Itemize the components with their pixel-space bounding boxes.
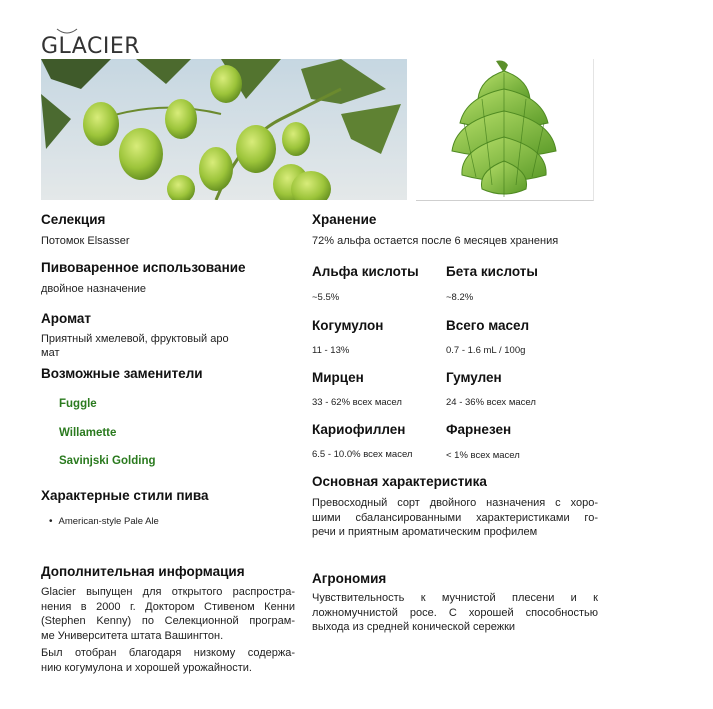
agronomy-heading: Агрономия bbox=[312, 571, 387, 586]
agronomy-line: ложномучнистой росе. С хорошей способностью bbox=[312, 606, 598, 619]
additional-p1-line: Glacier выпущен для открытого распростра- bbox=[41, 586, 295, 598]
spec-label: Гумулен bbox=[446, 370, 502, 385]
spec-value: 6.5 - 10.0% всех масел bbox=[312, 449, 413, 460]
characteristic-line: Превосходный сорт двойного назначения с хоро- bbox=[312, 497, 598, 509]
agronomy-line: Чувствительность к мучнистой плесени и к bbox=[312, 592, 598, 604]
agronomy-line: выхода из средней конической сережки bbox=[312, 621, 516, 633]
additional-p2-line: нию когумулона и хорошей урожайности. bbox=[41, 661, 252, 674]
substitute-item: Willamette bbox=[59, 427, 117, 439]
spec-label: Бета кислоты bbox=[446, 264, 538, 279]
spec-label: Всего масел bbox=[446, 318, 530, 333]
spec-value: 24 - 36% всех масел bbox=[446, 397, 536, 408]
brewing-text: двойное назначение bbox=[41, 283, 147, 295]
characteristic-line: речи и приятным ароматическим профилем bbox=[312, 526, 538, 538]
spec-value: < 1% всех масел bbox=[446, 450, 520, 461]
selection-heading: Селекция bbox=[41, 212, 106, 227]
substitute-item: Savinjski Golding bbox=[59, 455, 156, 467]
spec-label: Фарнезен bbox=[446, 422, 512, 437]
spec-value: ~5.5% bbox=[312, 292, 340, 303]
beer-styles-heading: Характерные стили пива bbox=[41, 488, 209, 503]
hop-cone-photo bbox=[416, 59, 594, 201]
substitutes-heading: Возможные заменители bbox=[41, 366, 203, 381]
brewing-heading: Пивоваренное использование bbox=[41, 260, 246, 275]
aroma-text-line2: мат bbox=[41, 347, 60, 359]
aroma-text-line1: Приятный хмелевой, фруктовый аро bbox=[41, 333, 229, 345]
additional-p1-line: ме Университета штата Вашингтон. bbox=[41, 629, 224, 642]
additional-info-paragraph-2 bbox=[41, 646, 295, 675]
selection-text: Потомок Elsasser bbox=[41, 235, 130, 247]
substitute-item: Fuggle bbox=[59, 398, 97, 410]
spec-value: 0.7 - 1.6 mL / 100g bbox=[446, 345, 526, 356]
storage-heading: Хранение bbox=[312, 212, 377, 227]
spec-value: ~8.2% bbox=[446, 292, 474, 303]
aroma-heading: Аромат bbox=[41, 311, 91, 326]
additional-p1-line: нения в 2000 г. Доктором Стивеном Кенни bbox=[41, 600, 295, 613]
additional-info-paragraph-1 bbox=[41, 585, 295, 643]
hop-plant-photo bbox=[41, 59, 407, 200]
storage-text: 72% альфа остается после 6 месяцев хранения bbox=[312, 235, 559, 247]
additional-p1-line: (Stephen Kenny) по Селекционной програм- bbox=[41, 615, 295, 627]
spec-label: Мирцен bbox=[312, 370, 364, 385]
additional-info-heading: Дополнительная информация bbox=[41, 564, 245, 579]
spec-value: 11 - 13% bbox=[312, 345, 350, 356]
characteristic-line: шими сбалансированными характеристиками го- bbox=[312, 511, 598, 524]
spec-label: Кариофиллен bbox=[312, 422, 406, 437]
characteristic-heading: Основная характеристика bbox=[312, 474, 487, 489]
spec-value: 33 - 62% всех масел bbox=[312, 397, 402, 408]
characteristic-text bbox=[312, 496, 598, 540]
additional-p2-line: Был отобран благодаря низкому содержа- bbox=[41, 647, 295, 659]
variety-title: GLACIER bbox=[41, 34, 141, 59]
agronomy-text bbox=[312, 591, 598, 635]
spec-label: Альфа кислоты bbox=[312, 264, 419, 279]
beer-style-item: • American-style Pale Ale bbox=[49, 516, 159, 527]
spec-label: Когумулон bbox=[312, 318, 384, 333]
